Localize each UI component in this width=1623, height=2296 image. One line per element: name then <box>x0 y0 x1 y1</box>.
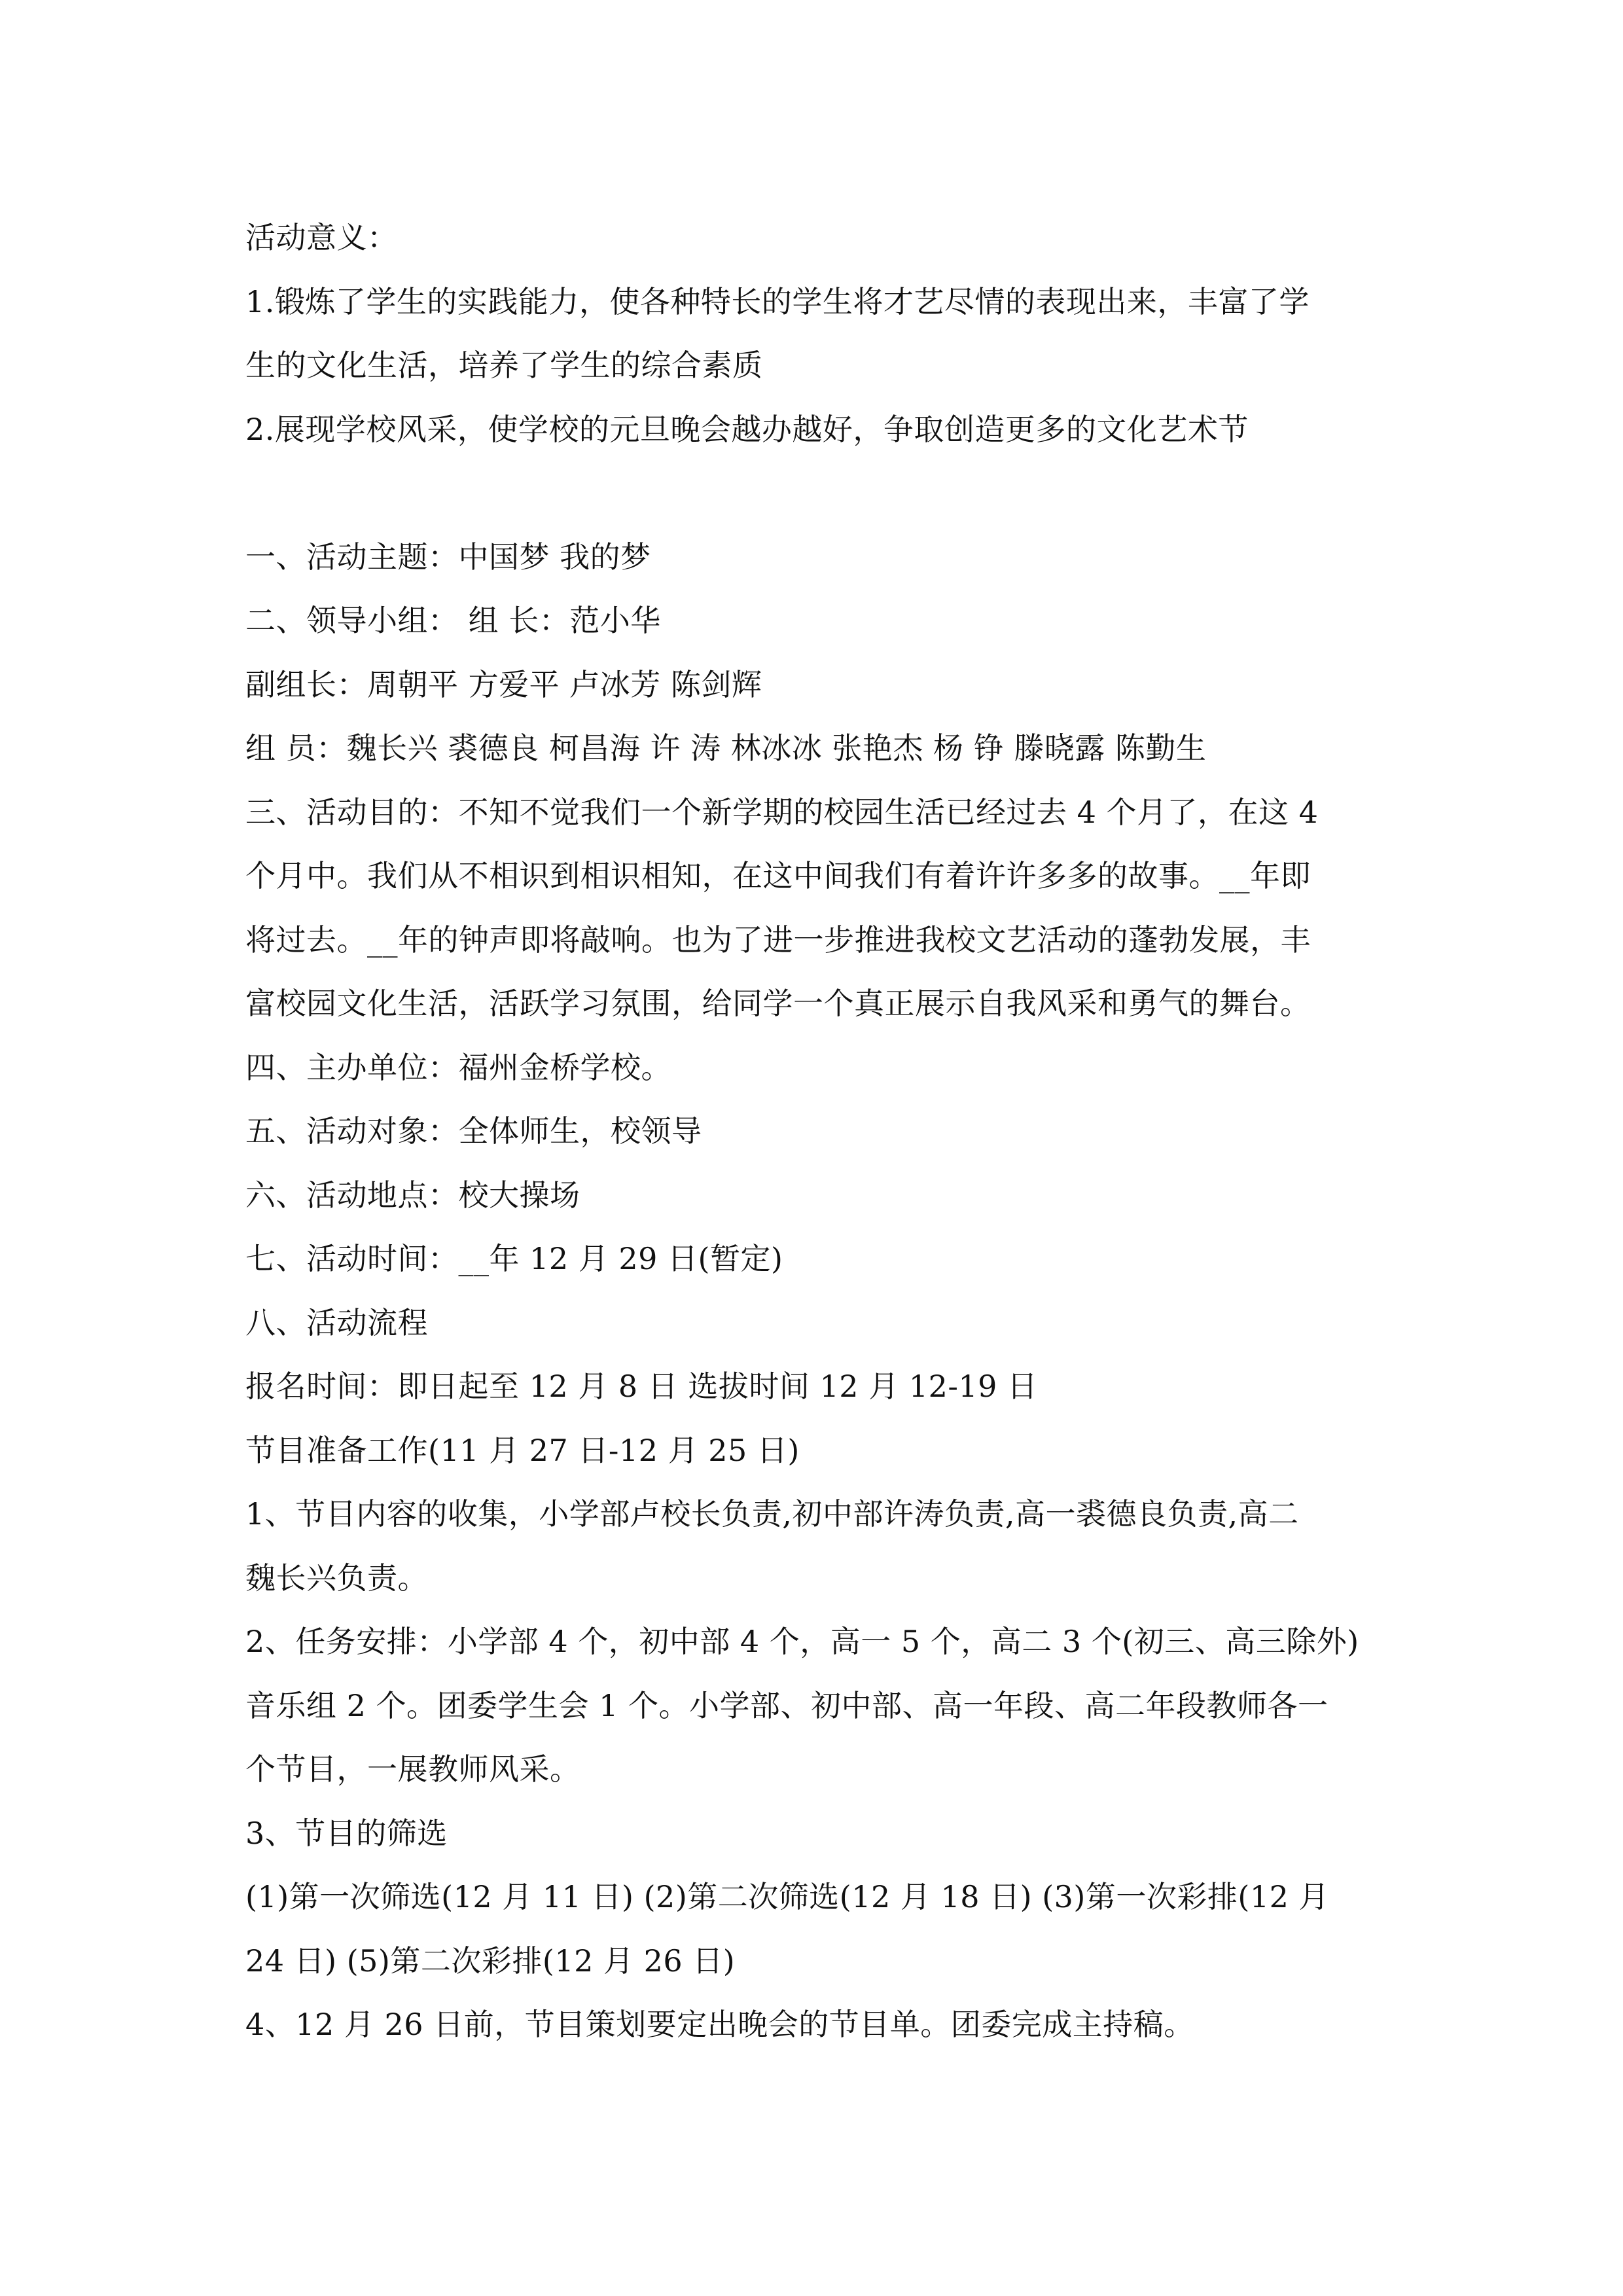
program-prep: 节目准备工作(11 月 27 日-12 月 25 日) <box>245 1432 800 1468</box>
meaning-item-2: 2.展现学校风采，使学校的元旦晚会越办越好，争取创造更多的文化艺术节 <box>245 411 1249 447</box>
step-2: 2、任务安排：小学部 4 个，初中部 4 个，高一 5 个，高二 3 个(初三、高三除外) <box>245 1624 1359 1659</box>
step-3: 3、节目的筛选 <box>245 1815 448 1851</box>
step-1: 1、节目内容的收集，小学部卢校长负责,初中部许涛负责,高一裘德良负责,高二 <box>245 1496 1299 1532</box>
step-3-schedule-continued: 24 日) (5)第二次彩排(12 月 26 日) <box>245 1943 736 1979</box>
section-purpose-continued-1: 个月中。我们从不相识到相识相知，在这中间我们有着许许多多的故事。__年即 <box>245 858 1311 893</box>
section-leadership: 二、领导小组： 组 长：范小华 <box>245 603 661 638</box>
section-purpose: 三、活动目的：不知不觉我们一个新学期的校园生活已经过去 4 个月了，在这 4 <box>245 794 1319 830</box>
meaning-item-1-continued: 生的文化生活，培养了学生的综合素质 <box>245 348 763 383</box>
paragraph-gap <box>245 461 1384 526</box>
section-purpose-continued-2: 将过去。__年的钟声即将敲响。也为了进一步推进我校文艺活动的蓬勃发展，丰 <box>245 922 1311 958</box>
section-audience: 五、活动对象：全体师生，校领导 <box>245 1113 702 1149</box>
signup-time: 报名时间：即日起至 12 月 8 日 选拔时间 12 月 12-19 日 <box>245 1369 1038 1404</box>
section-organizer: 四、主办单位：福州金桥学校。 <box>245 1049 671 1085</box>
section-time: 七、活动时间：__年 12 月 29 日(暂定) <box>245 1241 783 1276</box>
section-theme: 一、活动主题：中国梦 我的梦 <box>245 539 651 575</box>
vice-leaders: 副组长：周朝平 方爱平 卢冰芳 陈剑辉 <box>245 666 762 702</box>
section-purpose-continued-3: 富校园文化生活，活跃学习氛围，给同学一个真正展示自我风采和勇气的舞台。 <box>245 986 1311 1021</box>
meaning-heading: 活动意义： <box>245 220 398 255</box>
section-process: 八、活动流程 <box>245 1304 428 1340</box>
step-2-continued-1: 音乐组 2 个。团委学生会 1 个。小学部、初中部、高一年段、高二年段教师各一 <box>245 1687 1329 1723</box>
step-1-continued: 魏长兴负责。 <box>245 1560 428 1596</box>
section-location: 六、活动地点：校大操场 <box>245 1177 580 1213</box>
members: 组 员：魏长兴 裘德良 柯昌海 许 涛 林冰冰 张艳杰 杨 铮 滕晓露 陈勤生 <box>245 730 1207 766</box>
meaning-item-1: 1.锻炼了学生的实践能力，使各种特长的学生将才艺尽情的表现出来，丰富了学 <box>245 283 1310 319</box>
document-body <box>245 206 1384 2057</box>
step-4: 4、12 月 26 日前，节目策划要定出晚会的节目单。团委完成主持稿。 <box>245 2007 1194 2042</box>
step-3-schedule: (1)第一次筛选(12 月 11 日) (2)第二次筛选(12 月 18 日) (3)第一次彩排(12 月 <box>245 1879 1329 1914</box>
step-2-continued-2: 个节目，一展教师风采。 <box>245 1751 580 1787</box>
